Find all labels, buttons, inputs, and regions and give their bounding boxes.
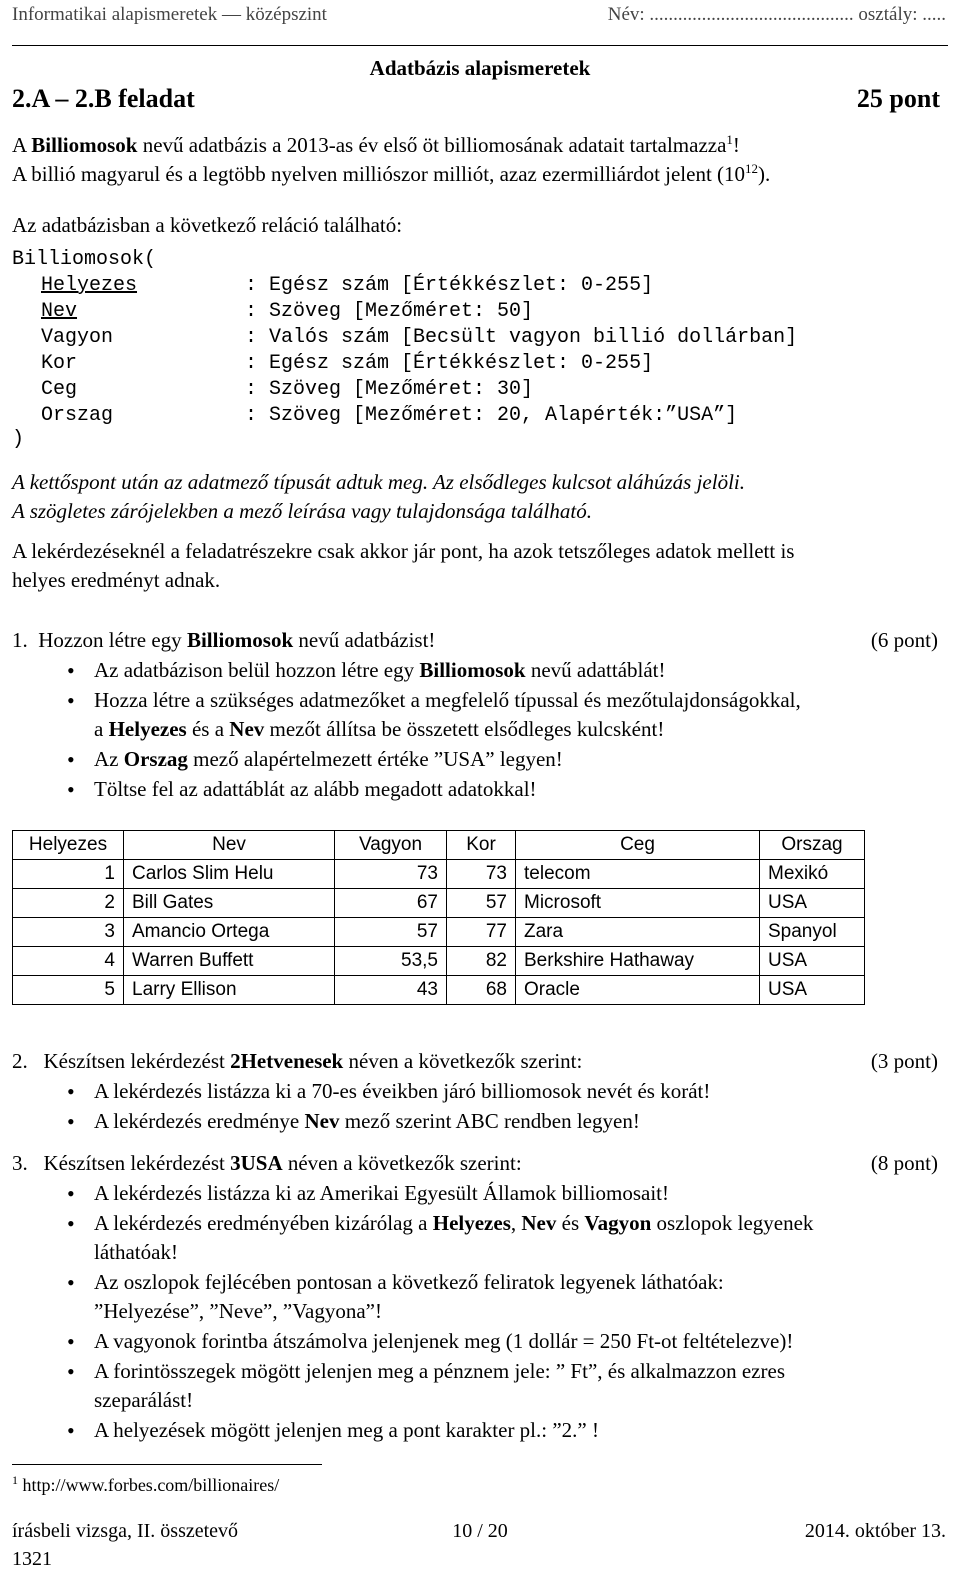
list-item: • A lekérdezés eredményében kizárólag a Helyezes, Nev és Vagyon oszlopok legyenek láthatóak! [12,1209,952,1267]
list-item: • A forintösszegek mögött jelenjen meg a pénznem jele: ” Ft”, és alkalmazzon ezres szeparálást! [12,1357,952,1415]
relation-field-name: Vagyon [41,326,114,349]
table-header-cell: Helyezes [13,831,124,860]
relation-field-type: : Egész szám [Értékkészlet: 0-255] [245,274,654,297]
table-row [13,860,865,889]
footer-code: 1321 [12,1548,52,1570]
task-points: 25 pont [856,84,940,113]
table-cell: 82 [447,947,516,976]
table-row [13,976,865,1005]
relation-close: ) [12,428,25,451]
header-right: Név: ........................................... osztály: ..... [607,4,946,25]
table-header-cell: Ceg [516,831,760,860]
relation-field [41,274,653,297]
table-row [13,889,865,918]
relation-field [41,300,533,323]
table-cell: Amancio Ortega [124,918,335,947]
table-header-row [13,831,865,860]
q2-heading: 2. Készítsen lekérdezést 2Hetvenesek néven a következők szerint: (3 pont) [12,1047,938,1076]
table-cell: Microsoft [516,889,760,918]
footnote: $^1$ http://www.forbes.com/billionaires/ [12,1473,280,1495]
list-item: • Hozza létre a szükséges adatmezőket a megfelelő típussal és mezőtulajdonságokkal, a Helyezes és a Nev mezőt állítsa be összetett elsődleges kulcsként! [12,686,952,744]
table-cell: 43 [335,976,447,1005]
relation-field-type: : Szöveg [Mezőméret: 30] [245,378,534,401]
q3-points: (8 pont) [870,1151,938,1175]
section-title: Adatbázis alapismeretek [369,56,591,80]
list-item: • A lekérdezés eredménye Nev mező szerint ABC rendben legyen! [12,1107,952,1136]
table-cell: Carlos Slim Helu [124,860,335,889]
q3-heading: 3. Készítsen lekérdezést 3USA néven a következők szerint: (8 pont) [12,1149,938,1178]
table-cell: USA [760,889,865,918]
intro-paragraph-2: A billió magyarul és a legtöbb nyelven milliószor milliót, azaz ezermilliárdot jelent $(10^{12})$. [12,161,771,186]
header-left: Informatikai alapismeretek — középszint [12,4,327,25]
table-cell: Mexikó [760,860,865,889]
table-cell: Zara [516,918,760,947]
q1-heading: 1. Hozzon létre egy Billiomosok nevű adatbázist! (6 pont) [12,626,938,655]
task-title: 2.A – 2.B feladat [12,84,195,113]
table-header-cell: Orszag [760,831,865,860]
q2-bullets [12,1077,952,1136]
relation-field-name: Nev [41,300,78,323]
table-cell: 77 [447,918,516,947]
list-item: • Az oszlopok fejlécében pontosan a következő feliratok legyenek láthatóak: ”Helyezése”, ”Neve”, ”Vagyona”! [12,1268,952,1326]
relation-field [41,352,653,375]
table-cell: 68 [447,976,516,1005]
table-row [13,918,865,947]
list-item: • Töltse fel az adattáblát az alább megadott adatokkal! [12,775,952,804]
relation-field [41,404,737,427]
q1-bullets [12,656,952,804]
table-cell: Berkshire Hathaway [516,947,760,976]
relation-name: Billiomosok( [12,248,157,271]
relation-field-type: : Szöveg [Mezőméret: 20, Alapérték:”USA”] [245,404,738,427]
list-item: • A lekérdezés listázza ki a 70-es éveikben járó billiomosok nevét és korát! [12,1077,952,1106]
note-line-2: A szögletes zárójelekben a mező leírása vagy tulajdonsága található. [12,499,592,523]
relation-field-name: Kor [41,352,78,375]
table-cell: 53,5 [335,947,447,976]
relation-field [41,378,533,401]
table-cell: 57 [447,889,516,918]
note-line-1: A kettőspont után az adatmező típusát adtuk meg. Az elsődleges kulcsot aláhúzás jelöli. [12,470,746,494]
table-cell: 67 [335,889,447,918]
q3-bullets [12,1179,952,1445]
header-divider [12,45,948,46]
relation-field-type: : Egész szám [Értékkészlet: 0-255] [245,352,654,375]
table-cell: telecom [516,860,760,889]
intro-paragraph-3: Az adatbázisban a következő reláció található: [12,213,403,237]
rule-line-2: helyes eredményt adnak. [12,568,221,592]
table-cell: 2 [13,889,124,918]
data-table [12,830,865,1005]
relation-field-name: Orszag [41,404,114,427]
table-cell: Spanyol [760,918,865,947]
footer-date: 2014. október 13. [804,1520,946,1542]
table-cell: Oracle [516,976,760,1005]
table-cell: Warren Buffett [124,947,335,976]
table-cell: 1 [13,860,124,889]
table-header-cell: Kor [447,831,516,860]
table-cell: 5 [13,976,124,1005]
table-cell: 73 [335,860,447,889]
list-item: • A vagyonok forintba átszámolva jelenjenek meg (1 dollár = 250 Ft-ot feltételezve)! [12,1327,952,1356]
footer-page-number: 10 / 20 [452,1520,508,1542]
table-cell: 73 [447,860,516,889]
relation-field-type: : Szöveg [Mezőméret: 50] [245,300,534,323]
footer-left: írásbeli vizsga, II. összetevő [12,1520,239,1542]
rule-line-1: A lekérdezéseknél a feladatrészekre csak akkor jár pont, ha azok tetszőleges adatok mellett is [12,539,795,563]
table-body [13,860,865,1005]
footnote-divider [12,1464,322,1465]
list-item: • A lekérdezés listázza ki az Amerikai Egyesült Államok billiomosait! [12,1179,952,1208]
list-item: • A helyezések mögött jelenjen meg a pont karakter pl.: ”2.” ! [12,1416,952,1445]
table-cell: USA [760,976,865,1005]
q1-points: (6 pont) [870,628,938,652]
table-row [13,947,865,976]
table-header-cell: Nev [124,831,335,860]
table-cell: 57 [335,918,447,947]
table-cell: USA [760,947,865,976]
table-cell: 3 [13,918,124,947]
relation-field-type: : Valós szám [Becsült vagyon billió dollárban] [245,326,798,349]
list-item: • Az adatbázison belül hozzon létre egy Billiomosok nevű adattáblát! [12,656,952,685]
list-item: • Az Orszag mező alapértelmezett értéke ”USA” legyen! [12,745,952,774]
relation-field-name: Helyezes [41,274,138,297]
table-header-cell: Vagyon [335,831,447,860]
table-cell: Bill Gates [124,889,335,918]
table-cell: Larry Ellison [124,976,335,1005]
relation-field [41,326,797,349]
table-cell: 4 [13,947,124,976]
intro-paragraph-1: A Billiomosok nevű adatbázis a 2013-as év első öt billiomosának adatait tartalmazza$^1$! [12,132,740,157]
q2-points: (3 pont) [870,1049,938,1073]
relation-field-name: Ceg [41,378,78,401]
